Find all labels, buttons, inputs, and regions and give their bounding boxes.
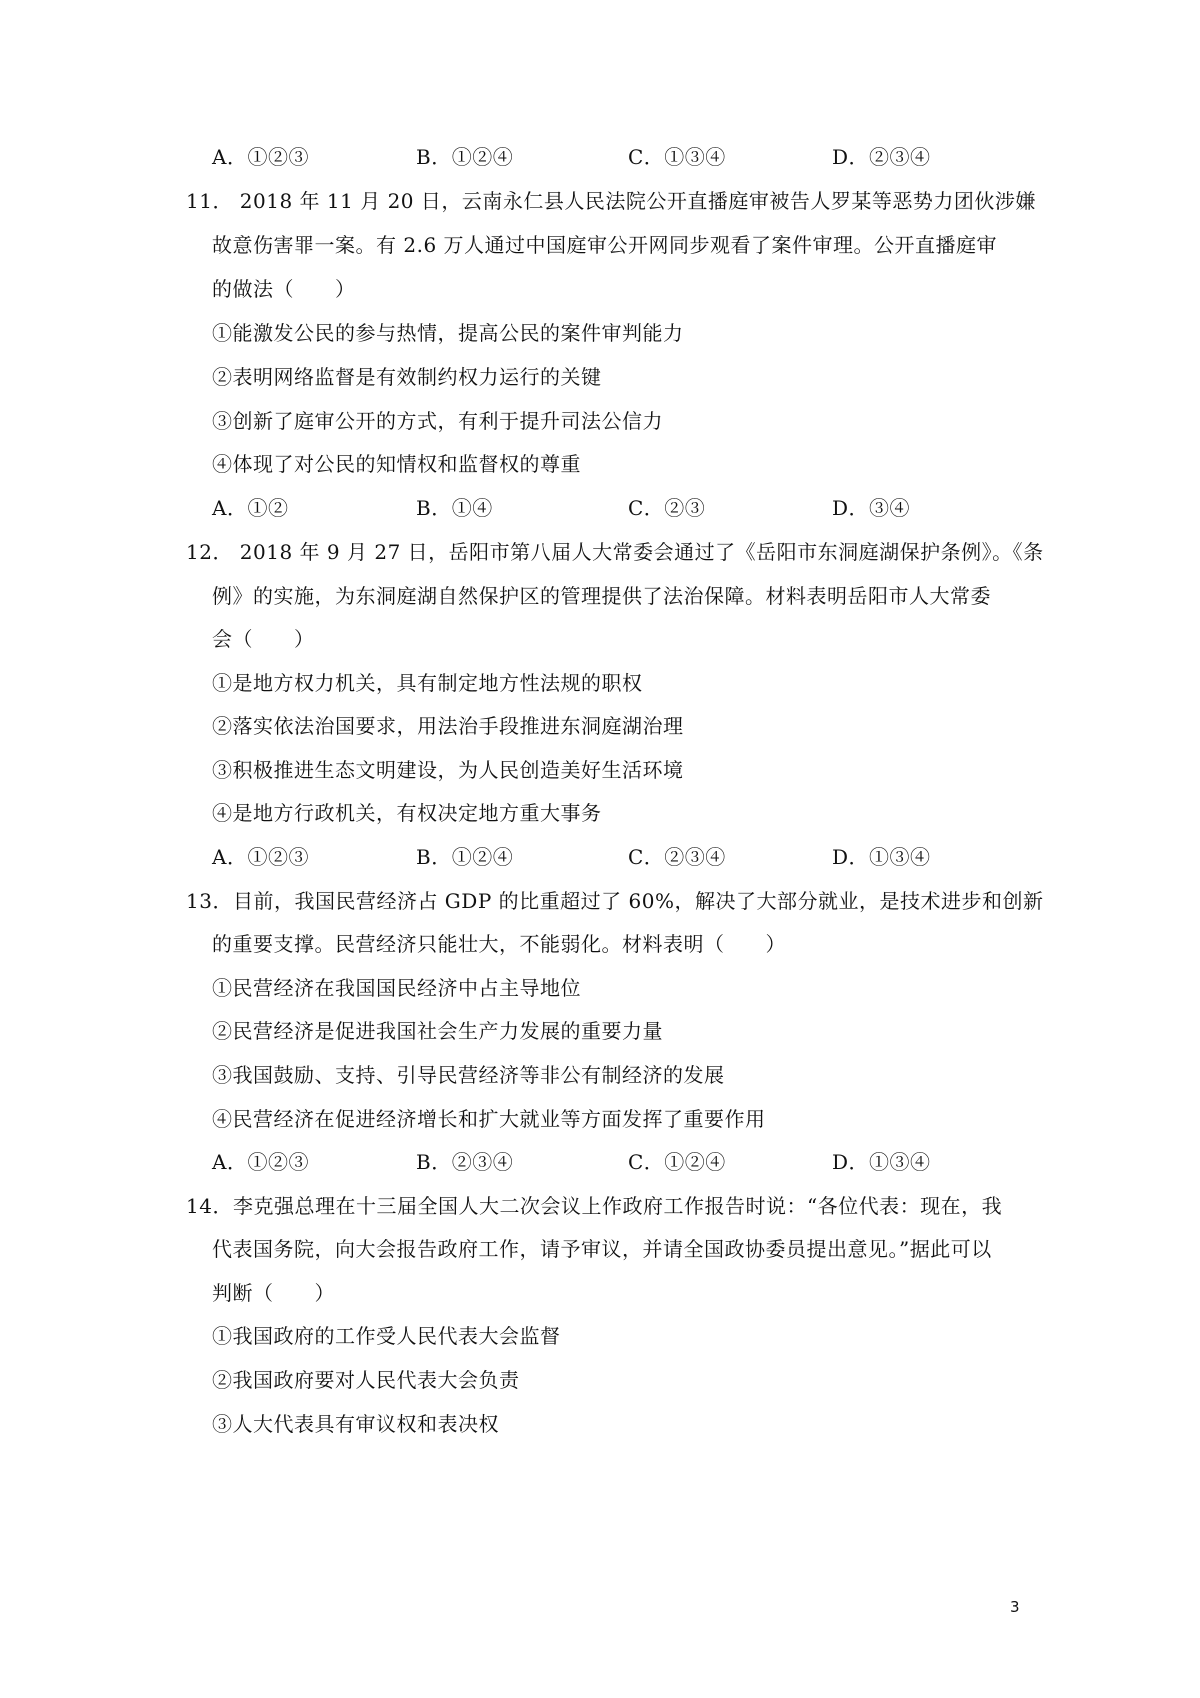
q11-option-c[interactable]: C．②③ (628, 496, 706, 520)
q11-option-b[interactable]: B．①④ (416, 496, 493, 520)
q14-stem-line-2: 代表国务院，向大会报告政府工作，请予审议，并请全国政协委员提出意见。”据此可以 (212, 1237, 992, 1261)
q10-options (212, 145, 972, 169)
q12-stem-line-2: 例》的实施，为东洞庭湖自然保护区的管理提供了法治保障。材料表明岳阳市人大常委 (212, 584, 991, 608)
q14-item-2: ②我国政府要对人民代表大会负责 (212, 1368, 520, 1392)
q11-stem-line-3: 的做法（ ） (212, 277, 356, 301)
q12-item-3: ③积极推进生态文明建设，为人民创造美好生活环境 (212, 758, 684, 782)
q14-item-3: ③人大代表具有审议权和表决权 (212, 1412, 499, 1436)
q13-item-1: ①民营经济在我国国民经济中占主导地位 (212, 976, 581, 1000)
q11-item-3: ③创新了庭审公开的方式，有利于提升司法公信力 (212, 409, 663, 433)
q10-option-b[interactable]: B．①②④ (416, 145, 514, 169)
q13-options (212, 1150, 972, 1174)
q12-stem-line-1: 12． 2018 年 9 月 27 日，岳阳市第八届人大常委会通过了《岳阳市东洞庭湖保护条例》。《条 (186, 540, 1044, 564)
q10-option-a[interactable]: A．①②③ (212, 145, 309, 169)
q12-item-1: ①是地方权力机关，具有制定地方性法规的职权 (212, 671, 643, 695)
q10-option-c[interactable]: C．①③④ (628, 145, 726, 169)
q12-options (212, 845, 972, 869)
q11-item-2: ②表明网络监督是有效制约权力运行的关键 (212, 365, 602, 389)
q14-stem-line-1: 14．李克强总理在十三届全国人大二次会议上作政府工作报告时说：“各位代表：现在，我 (186, 1194, 1003, 1218)
page-number: 3 (1010, 1598, 1020, 1616)
q13-stem-line-2: 的重要支撑。民营经济只能壮大，不能弱化。材料表明（ ） (212, 932, 786, 956)
q12-stem-line-3: 会（ ） (212, 627, 315, 651)
q12-option-c[interactable]: C．②③④ (628, 845, 726, 869)
q13-item-4: ④民营经济在促进经济增长和扩大就业等方面发挥了重要作用 (212, 1107, 766, 1131)
q12-option-b[interactable]: B．①②④ (416, 845, 514, 869)
q11-option-a[interactable]: A．①② (212, 496, 289, 520)
q11-options (212, 496, 972, 520)
q11-stem-line-1: 11． 2018 年 11 月 20 日，云南永仁县人民法院公开直播庭审被告人罗某等恶势力团伙涉嫌 (186, 189, 1036, 213)
q13-item-3: ③我国鼓励、支持、引导民营经济等非公有制经济的发展 (212, 1063, 725, 1087)
q11-option-d[interactable]: D．③④ (832, 496, 911, 520)
q13-option-b[interactable]: B．②③④ (416, 1150, 514, 1174)
q14-stem-line-3: 判断（ ） (212, 1281, 335, 1305)
q13-option-a[interactable]: A．①②③ (212, 1150, 309, 1174)
q11-stem-line-2: 故意伤害罪一案。有 2.6 万人通过中国庭审公开网同步观看了案件审理。公开直播庭审 (212, 233, 998, 257)
q12-item-4: ④是地方行政机关，有权决定地方重大事务 (212, 801, 602, 825)
q13-option-d[interactable]: D．①③④ (832, 1150, 931, 1174)
q11-item-4: ④体现了对公民的知情权和监督权的尊重 (212, 452, 581, 476)
q14-item-1: ①我国政府的工作受人民代表大会监督 (212, 1324, 561, 1348)
q12-item-2: ②落实依法治国要求，用法治手段推进东洞庭湖治理 (212, 714, 684, 738)
q11-item-1: ①能激发公民的参与热情，提高公民的案件审判能力 (212, 321, 684, 345)
q12-option-a[interactable]: A．①②③ (212, 845, 309, 869)
q13-item-2: ②民营经济是促进我国社会生产力发展的重要力量 (212, 1019, 663, 1043)
q13-stem-line-1: 13．目前，我国民营经济占 GDP 的比重超过了 60%，解决了大部分就业，是技术进步和创新 (186, 889, 1044, 913)
q13-option-c[interactable]: C．①②④ (628, 1150, 726, 1174)
q12-option-d[interactable]: D．①③④ (832, 845, 931, 869)
q10-option-d[interactable]: D．②③④ (832, 145, 931, 169)
